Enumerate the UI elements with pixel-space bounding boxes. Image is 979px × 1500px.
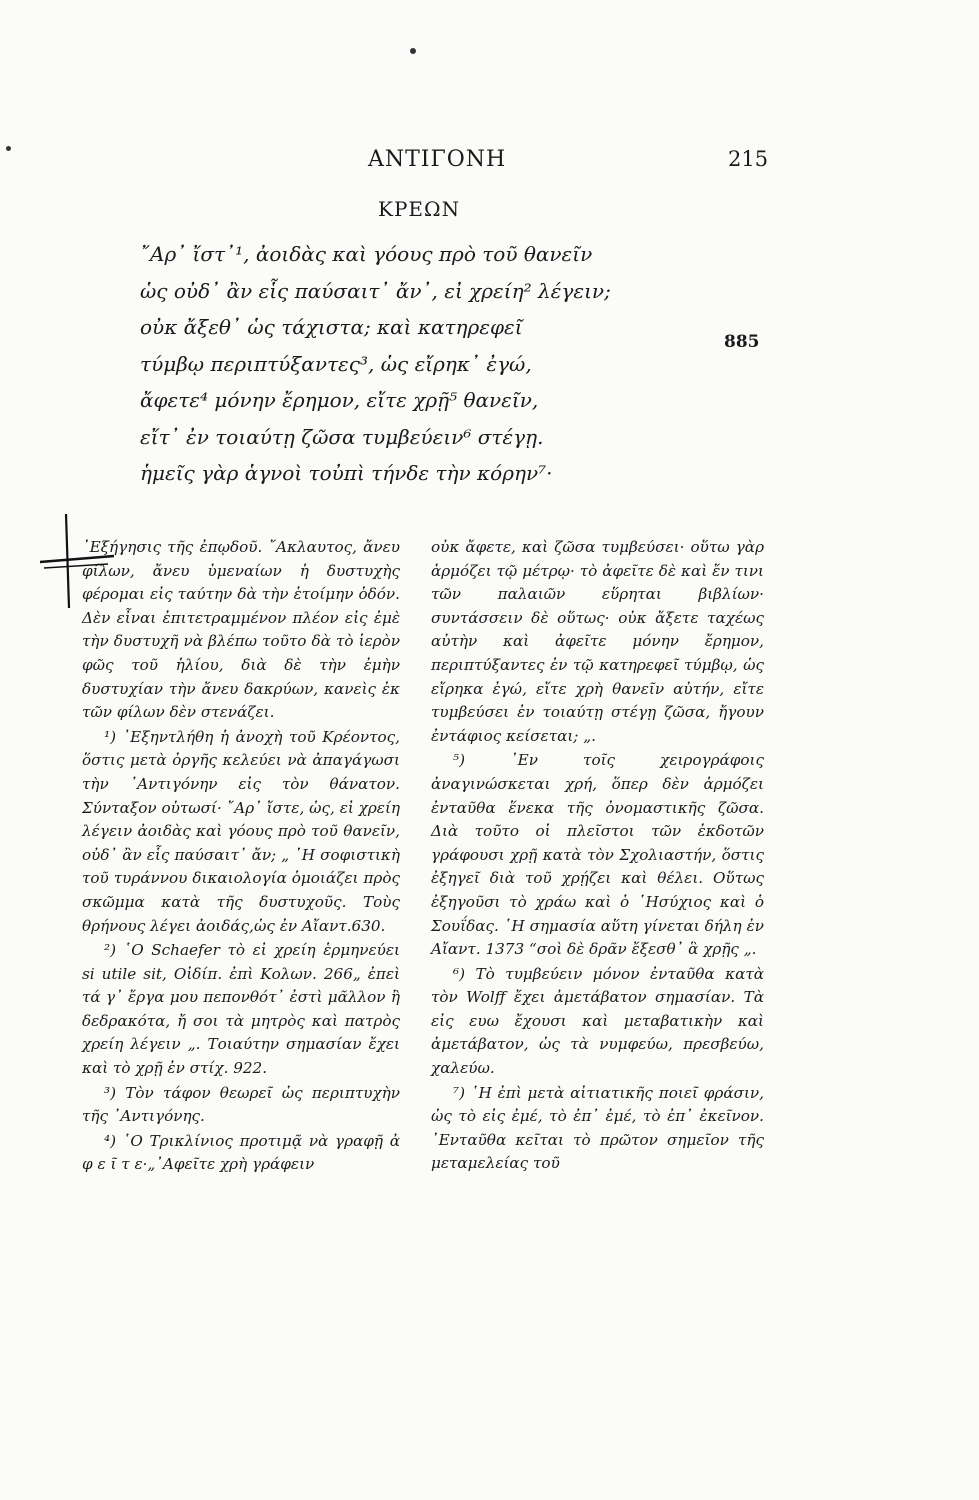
verse-line: ὡς οὐδ᾽ ἂν εἷς παύσαιτ᾽ ἄν᾽, εἰ χρείη² λέγειν;	[140, 278, 611, 303]
running-header-title: ΑΝΤΙΓΟΝΗ	[368, 147, 507, 172]
footnote: ²) ῾Ο Schaefer τὸ εἰ χρείη ἑρμηνεύει si utile sit, Οἰδίπ. ἐπὶ Κολων. 266„ ἐπεὶ τά γ᾽ ἔργα μου πεπονθότ᾽ ἐστὶ μᾶλλον ἢ δεδρακότα, ἤ σοι τὰ μητρὸς καὶ πατρὸς χρείη λέγειν „. Τοιαύτην σημασίαν ἔχει καὶ τὸ χρῇ ἐν στίχ. 922.	[82, 941, 400, 1078]
verse-line-number: 885	[724, 332, 760, 352]
footnote: ⁵) ᾽Εν τοῖς χειρογράφοις ἀναγινώσκεται χρή, ὅπερ δὲν ἁρμόζει ἐνταῦθα ἕνεκα τῆς ὀνομαστικῆς ζῶσα. Διὰ τοῦτο οἱ πλεῖστοι τῶν ἐκδοτῶν γράφουσι χρῇ κατὰ τὸν Σχολιαστήν, ὅστις ἐξηγεῖ διὰ τοῦ χρῄζει καὶ θέλει. Οὕτως ἐξηγοῦσι τὸ χράω καὶ ὁ ῾Ησύχιος καὶ ὁ Σουΐδας. ῾Η σημασία αὕτη γίνεται δήλη ἐν Αἴαντ. 1373 “σοὶ δὲ δρᾶν ἔξεσθ᾽ ἃ χρῇς „.	[431, 751, 764, 959]
ink-dot-mark	[410, 48, 416, 54]
footnote: ⁶) Τὸ τυμβεύειν μόνον ἐνταῦθα κατὰ τὸν Wolff ἔχει ἀμετάβατον σημασίαν. Τὰ εἰς ευω ἔχουσι καὶ μεταβατικὴν καὶ ἀμετάβατον, ὡς τὰ νυμφεύω, πρεσβεύω, χαλεύω.	[431, 964, 764, 1078]
footnote: ⁴) ῾Ο Τρικλίνιος προτιμᾷ νὰ γραφῇ ἀ φ ε ῖ τ ε·„᾽Αφεῖτε χρὴ γράφειν	[82, 1131, 400, 1174]
commentary-right-column	[431, 536, 764, 1177]
verse-line: τύμβῳ περιπτύξαντες³, ὡς εἴρηκ᾽ ἐγώ,	[140, 351, 532, 376]
footnote-continuation: οὐκ ἄφετε, καὶ ζῶσα τυμβεύσει· οὕτω γὰρ ἁρμόζει τῷ μέτρῳ· τὸ ἀφεῖτε δὲ καὶ ἔν τινι τῶν παλαιῶν εὕρηται βιβλίων· συντάσσειν δὲ οὕτως· οὐκ ἄξετε ταχέως αὐτὴν καὶ ἀφεῖτε μόνην ἔρημον, περιπτύξαντες ἐν τῷ κατηρεφεῖ τύμβῳ, ὡς εἴρηκα ἐγώ, εἴτε χρὴ θανεῖν αὐτήν, εἴτε τυμβεύσει ἐν τοιαύτῃ στέγῃ ζῶσα, ἤγουν ἐντάφιος κείσεται; „.	[431, 538, 764, 745]
verse-block	[140, 236, 740, 492]
footnote: ¹) ᾽Εξηντλήθη ἡ ἀνοχὴ τοῦ Κρέοντος, ὅστις μετὰ ὀργῆς κελεύει νὰ ἀπαγάγωσι τὴν ᾽Αντιγόνην εἰς τὸν θάνατον. Σύνταξον οὑτωσί· ῎Αρ᾽ ἴστε, ὡς, εἰ χρείη λέγειν ἀοιδὰς καὶ γόους πρὸ τοῦ θανεῖν, οὐδ᾽ ἂν εἷς παύσαιτ᾽ ἄν; „ ῾Η σοφιστικὴ τοῦ τυράννου δικαιολογία ὁμοιάζει πρὸς σκῶμμα κατὰ τῆς δυστυχοῦς. Τοὺς θρήνους λέγει ἀοιδάς,ὡς ἐν Αἴαντ.630.	[82, 727, 400, 935]
footnote: ⁷) ῾Η ἐπὶ μετὰ αἰτιατικῆς ποιεῖ φράσιν, ὡς τὸ εἰς ἐμέ, τὸ ἐπ᾽ ἐμέ, τὸ ἐπ᾽ ἐκεῖνον. ᾽Ενταῦθα κεῖται τὸ πρῶτον σημεῖον τῆς μεταμελείας τοῦ	[431, 1083, 764, 1173]
verse-line: ῎Αρ᾽ ἴστ᾽¹, ἀοιδὰς καὶ γόους πρὸ τοῦ θανεῖν	[140, 242, 593, 266]
speaker-name: ΚΡΕΩΝ	[378, 197, 461, 221]
commentary-left-column	[82, 536, 400, 1178]
ink-dot-mark	[6, 146, 11, 151]
verse-line: οὐκ ἄξεθ᾽ ὡς τάχιστα; καὶ κατηρεφεῖ	[140, 315, 523, 339]
commentary-paragraph: ᾽Εξήγησις τῆς ἐπῳδοῦ. ῎Ακλαυτος, ἄνευ φίλων, ἄνευ ὑμεναίων ἡ δυστυχὴς φέρομαι εἰς ταύτην δὰ τὴν ἑτοίμην ὁδόν. Δὲν εἶναι ἐπιτετραμμένον πλέον εἰς ἐμὲ τὴν δυστυχῆ νὰ βλέπω τοῦτο δὰ τὸ ἱερὸν φῶς τοῦ ἡλίου, διὰ δὲ τὴν ἐμὴν δυστυχίαν τὴν ἄνευ δακρύων, κανεὶς ἐκ τῶν φίλων δὲν στενάζει.	[82, 538, 400, 722]
verse-line: ἡμεῖς γὰρ ἁγνοὶ τοὐπὶ τήνδε τὴν κόρην⁷·	[140, 461, 553, 485]
verse-line: ἄφετε⁴ μόνην ἔρημον, εἴτε χρῇ⁵ θανεῖν,	[140, 388, 539, 412]
verse-line: εἴτ᾽ ἐν τοιαύτῃ ζῶσα τυμβεύειν⁶ στέγῃ.	[140, 424, 544, 449]
page-number: 215	[728, 147, 769, 171]
footnote: ³) Τὸν τάφον θεωρεῖ ὡς περιπτυχὴν τῆς ᾽Αντιγόνης.	[82, 1083, 400, 1126]
